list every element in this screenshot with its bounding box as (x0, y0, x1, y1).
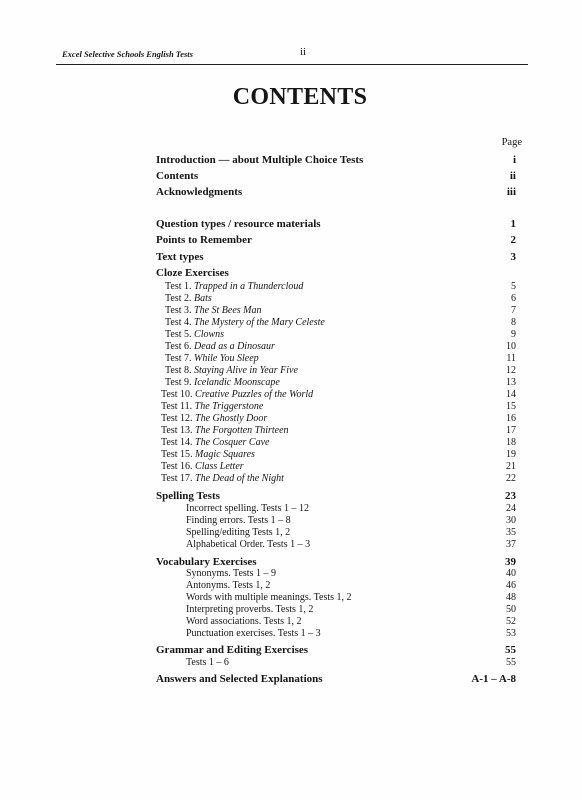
test-title: The St Bees Man (194, 305, 262, 316)
test-title: Dead as a Dinosaur (194, 341, 275, 352)
toc-page-number: 16 (506, 413, 516, 424)
toc-page-number: 21 (506, 461, 516, 472)
test-title: The Mystery of the Mary Celeste (194, 317, 325, 328)
test-title: Creative Puzzles of the World (195, 389, 314, 400)
test-title: Clowns (194, 329, 225, 340)
toc-page-number: 1 (510, 218, 516, 230)
toc-entry-label: Vocabulary Exercises (156, 556, 257, 568)
toc-page-number: 5 (511, 281, 516, 292)
toc-page-number: 13 (506, 377, 516, 388)
toc-entry-label: Grammar and Editing Exercises (156, 644, 309, 656)
test-number: Test 16. (161, 461, 193, 472)
toc-page-number: 18 (506, 437, 516, 448)
toc-page-number: 10 (506, 341, 516, 352)
toc-entry-label (165, 341, 275, 353)
test-number: Test 10. (161, 389, 193, 400)
toc-page-number: 7 (511, 305, 516, 316)
toc-entry-label: Words with multiple meanings. Tests 1, 2 (186, 592, 352, 603)
toc-entry-label (165, 305, 262, 317)
test-title: Bats (194, 293, 212, 304)
toc-page-number: 39 (505, 556, 516, 568)
toc-entry-label (161, 473, 284, 485)
toc-entry-label (161, 389, 313, 401)
toc-page-number: 53 (506, 628, 516, 639)
toc-entry-label (165, 377, 280, 389)
test-number: Test 2. (165, 293, 192, 304)
toc-page-number: i (512, 154, 516, 166)
test-number: Test 6. (165, 341, 192, 352)
test-title: The Triggerstone (194, 401, 264, 412)
toc-entry-label (165, 293, 212, 305)
test-title: The Ghostly Door (195, 413, 268, 424)
toc-entry-label (161, 437, 269, 449)
toc-entry-label (161, 413, 267, 425)
toc-page-number: 2 (510, 234, 516, 246)
header-page-number: ii (300, 46, 307, 58)
toc-entry-label: Spelling/editing Tests 1, 2 (186, 527, 291, 538)
toc-page-number: ii (509, 170, 516, 182)
test-title: Magic Squares (195, 449, 255, 460)
toc-page-number: 22 (506, 473, 516, 484)
toc-page-number: 19 (506, 449, 516, 460)
toc-entry-label: Alphabetical Order. Tests 1 – 3 (186, 539, 311, 550)
book-title: Excel Selective Schools English Tests (62, 49, 193, 59)
toc-page-number: 55 (505, 644, 516, 656)
toc-page-number: 30 (506, 515, 516, 526)
test-title: Staying Alive in Year Five (194, 365, 298, 376)
test-title: The Cosquer Cave (195, 437, 270, 448)
toc-entry-label: Acknowledgments (156, 186, 243, 198)
toc-entry-label: Cloze Exercises (156, 267, 229, 279)
toc-entry-label (161, 461, 244, 473)
toc-page-number: 52 (506, 616, 516, 627)
toc-page-number: 55 (506, 657, 516, 668)
test-number: Test 1. (165, 281, 192, 292)
toc-entry-label: Word associations. Tests 1, 2 (186, 616, 302, 627)
toc-entry-label: Antonyms. Tests 1, 2 (186, 580, 271, 591)
toc-entry-label (165, 365, 298, 377)
toc-entry-label: Incorrect spelling. Tests 1 – 12 (186, 503, 309, 514)
toc-entry-label: Points to Remember (156, 234, 252, 246)
test-number: Test 5. (165, 329, 192, 340)
toc-entry-label: Finding errors. Tests 1 – 8 (186, 515, 291, 526)
toc-page-number: 46 (506, 580, 516, 591)
toc-page-number: A-1 – A-8 (471, 673, 516, 685)
toc-page-number: 15 (506, 401, 516, 412)
toc-entry-label: Synonyms. Tests 1 – 9 (186, 568, 276, 579)
toc-page-number: 3 (510, 251, 516, 263)
test-number: Test 9. (165, 377, 192, 388)
test-number: Test 12. (161, 413, 193, 424)
toc-entry-label (161, 449, 255, 461)
toc-entry-label (165, 317, 325, 329)
toc-page-number: 50 (506, 604, 516, 615)
test-title: While You Sleep (194, 353, 259, 364)
toc-entry-label: Spelling Tests (156, 490, 220, 502)
toc-entry-label: Answers and Selected Explanations (156, 673, 323, 685)
toc-page-number: 35 (506, 527, 516, 538)
toc-page-number: 9 (511, 329, 516, 340)
test-title: Class Letter (195, 461, 244, 472)
toc-entry-label: Question types / resource materials (156, 218, 321, 230)
toc-entry-label: Punctuation exercises. Tests 1 – 3 (186, 628, 321, 639)
test-number: Test 14. (161, 437, 193, 448)
toc-entry-label (161, 401, 263, 413)
toc-page-number: 23 (505, 490, 516, 502)
test-title: Icelandic Moonscape (194, 377, 280, 388)
toc-entry-label: Interpreting proverbs. Tests 1, 2 (186, 604, 314, 615)
page-column-label: Page (501, 137, 522, 148)
test-title: The Forgotten Thirteen (195, 425, 289, 436)
toc-page-number: 11 (506, 353, 516, 364)
test-number: Test 3. (165, 305, 192, 316)
toc-page-number: 6 (511, 293, 516, 304)
toc-entry-label (165, 329, 224, 341)
toc-page-number: 48 (506, 592, 516, 603)
toc-page-number: 14 (506, 389, 516, 400)
toc-page-number: iii (506, 186, 516, 198)
toc-page-number: 8 (511, 317, 516, 328)
toc-entry-label: Contents (156, 170, 199, 182)
toc-entry-label (165, 353, 259, 365)
toc-entry-label (165, 281, 303, 293)
test-number: Test 15. (161, 449, 193, 460)
test-number: Test 4. (165, 317, 192, 328)
test-title: Trapped in a Thundercloud (194, 281, 304, 292)
test-number: Test 11. (161, 401, 193, 412)
toc-page-number: 40 (506, 568, 516, 579)
toc-entry-label: Text types (156, 251, 204, 263)
test-number: Test 7. (165, 353, 192, 364)
toc-page-number: 17 (506, 425, 516, 436)
toc-entry-label: Introduction — about Multiple Choice Tests (156, 154, 364, 166)
test-number: Test 17. (161, 473, 193, 484)
toc-page-number: 37 (506, 539, 516, 550)
page-title: CONTENTS (232, 84, 368, 110)
toc-page-number: 12 (506, 365, 516, 376)
toc-entry-label: Tests 1 – 6 (186, 657, 229, 668)
test-number: Test 8. (165, 365, 192, 376)
toc-entry-label (161, 425, 289, 437)
test-title: The Dead of the Night (195, 473, 284, 484)
toc-page-number: 24 (506, 503, 516, 514)
test-number: Test 13. (161, 425, 193, 436)
